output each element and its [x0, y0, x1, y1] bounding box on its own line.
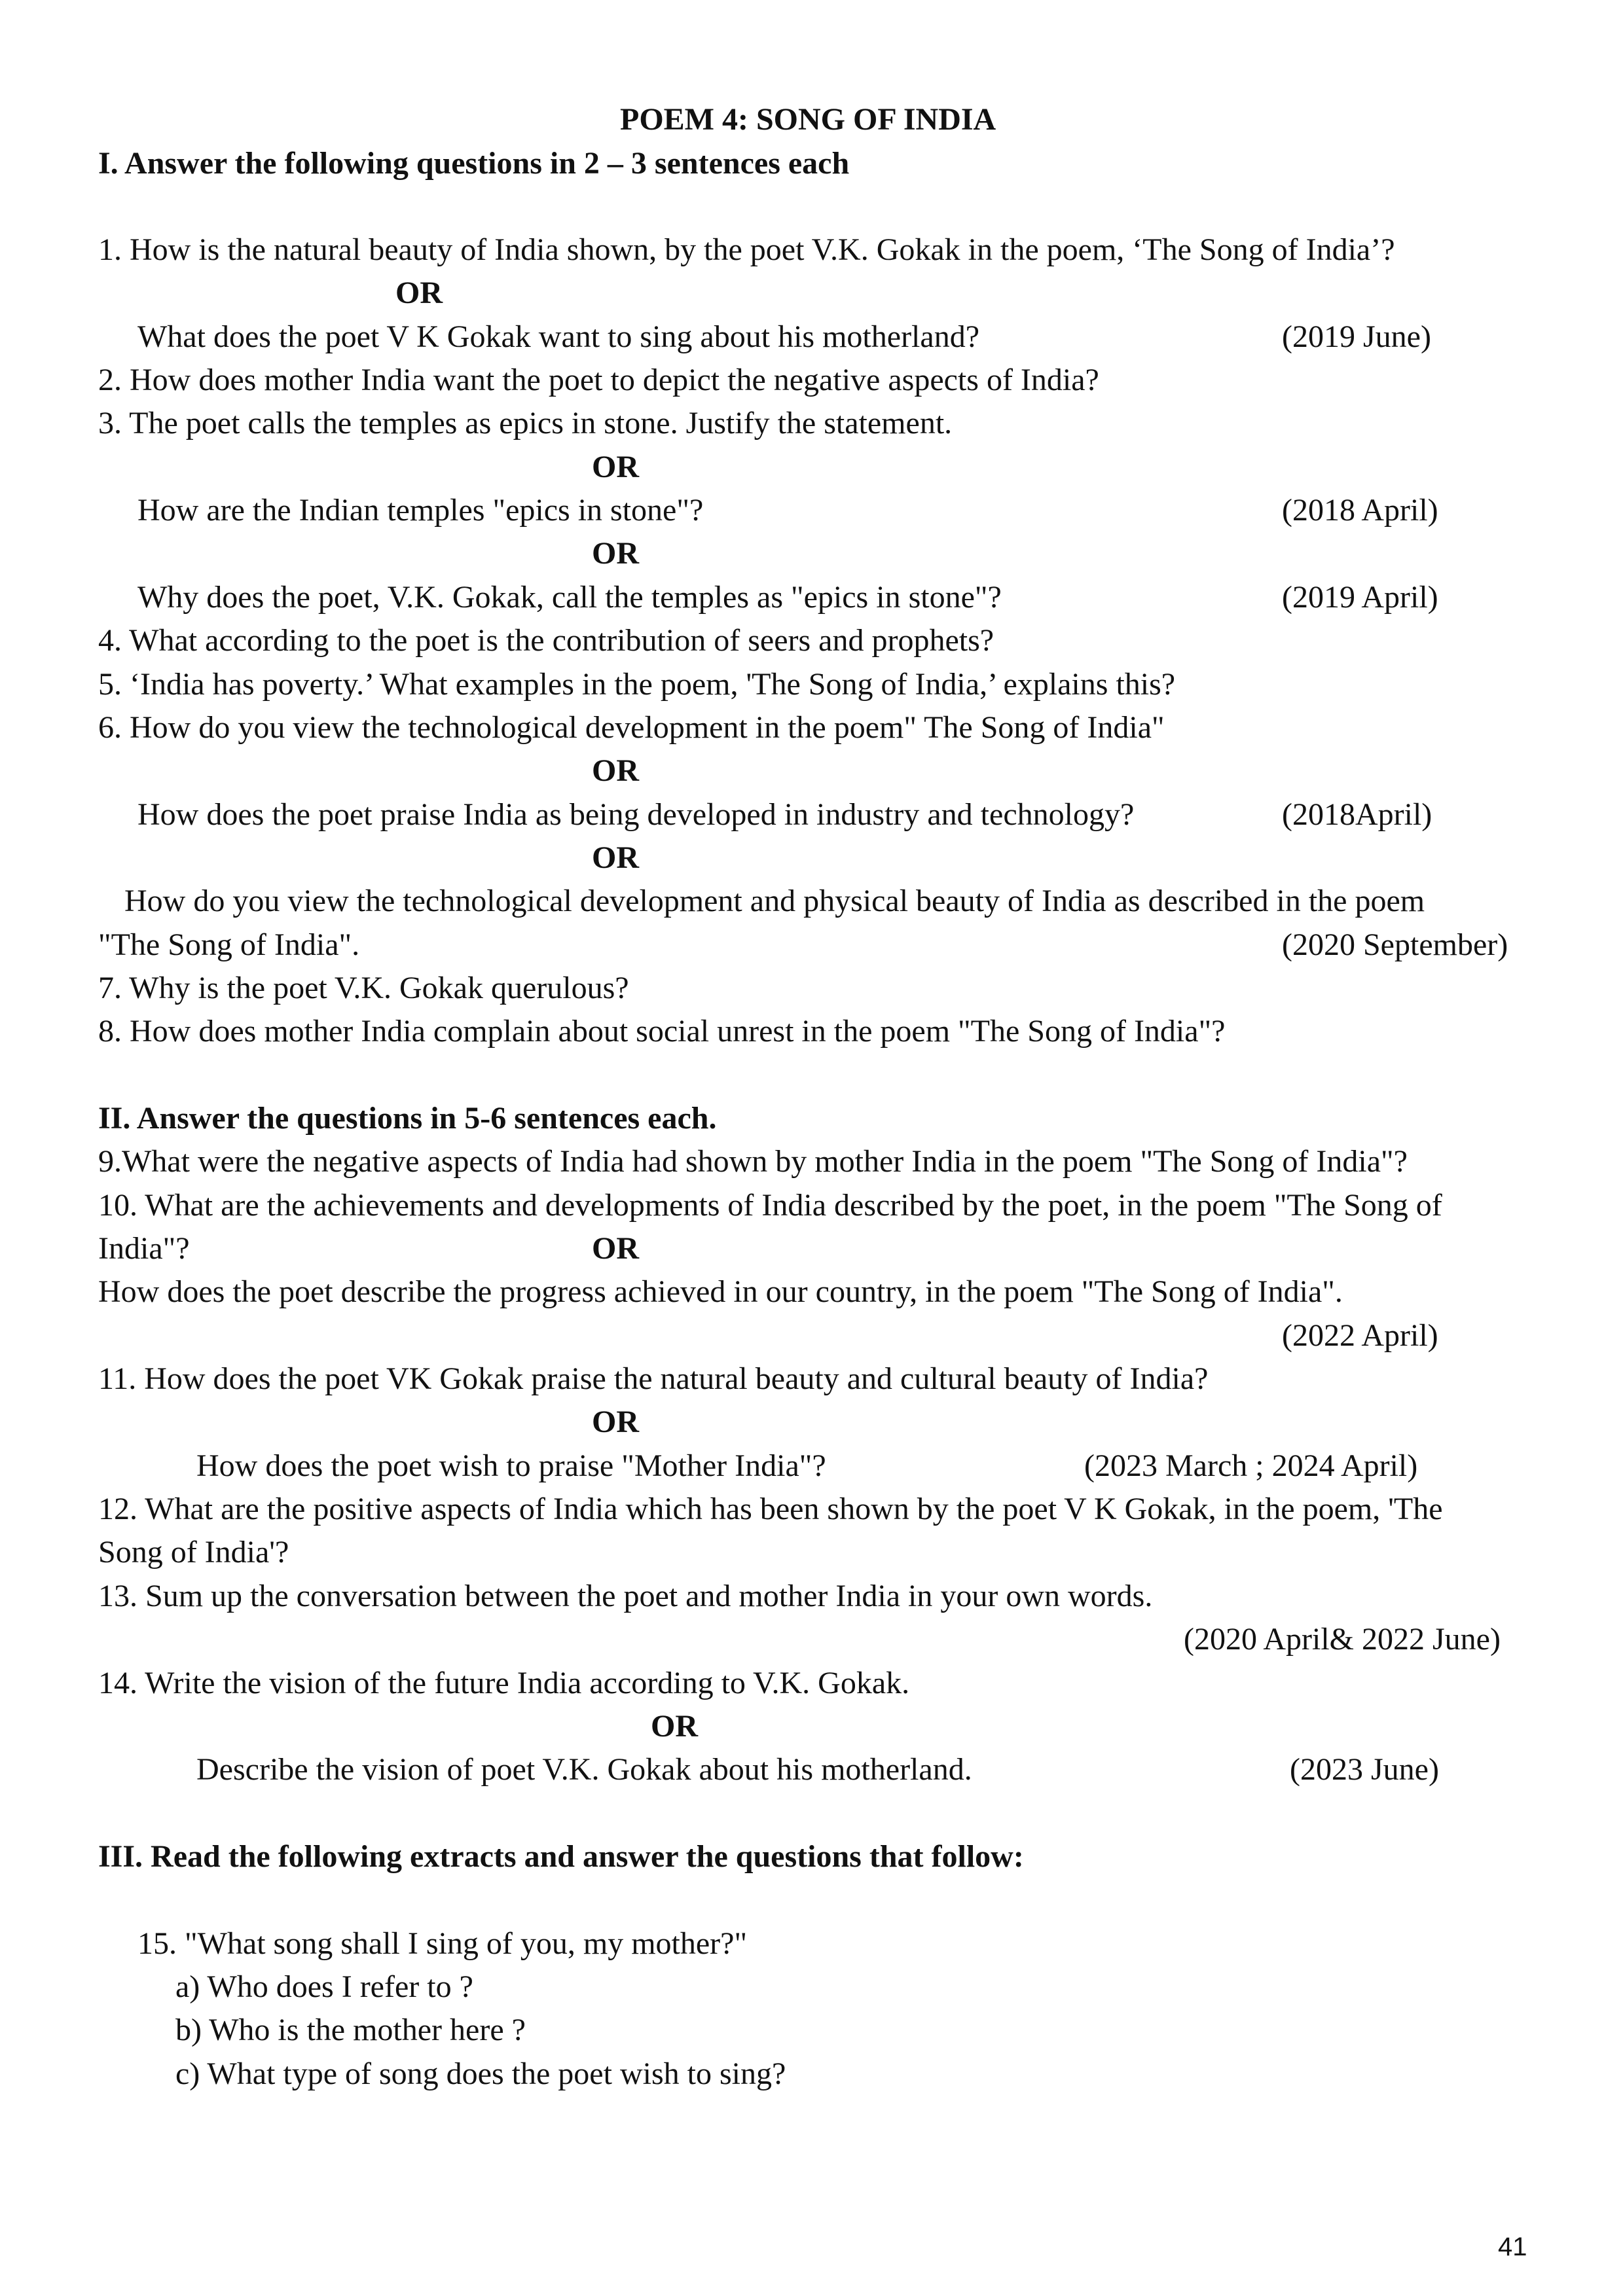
year-tag: (2020 September): [1282, 927, 1508, 962]
question-14: 14. Write the vision of the future India according to V.K. Gokak.: [98, 1666, 910, 1700]
question-15-c: c) What type of song does the poet wish to sing?: [175, 2056, 786, 2091]
question-7: 7. Why is the poet V.K. Gokak querulous?: [98, 971, 629, 1005]
question-10-alt: How does the poet describe the progress achieved in our country, in the poem "The Song of India".: [98, 1274, 1343, 1309]
year-tag: (2018April): [1282, 797, 1432, 832]
section-1-heading: I. Answer the following questions in 2 – 3 sentences each: [98, 146, 850, 181]
question-2: 2. How does mother India want the poet to depict the negative aspects of India?: [98, 363, 1099, 397]
page-title: POEM 4: SONG OF INDIA: [620, 102, 996, 137]
year-tag: (2019 April): [1282, 580, 1438, 615]
question-15-a: a) Who does I refer to ?: [175, 1969, 473, 2004]
question-12-cont: Song of India'?: [98, 1535, 289, 1570]
section-3-heading: III. Read the following extracts and answer the questions that follow:: [98, 1839, 1024, 1874]
question-3: 3. The poet calls the temples as epics in stone. Justify the statement.: [98, 406, 953, 440]
question-6-alt-2-cont: "The Song of India".: [98, 927, 360, 962]
question-11: 11. How does the poet VK Gokak praise the natural beauty and cultural beauty of India?: [98, 1361, 1209, 1396]
or-label: OR: [592, 1231, 639, 1266]
question-15-b: b) Who is the mother here ?: [175, 2013, 526, 2047]
question-11-alt: How does the poet wish to praise "Mother India"?: [196, 1448, 826, 1483]
question-6: 6. How do you view the technological development in the poem" The Song of India": [98, 710, 1165, 745]
question-10-cont: India"?: [98, 1231, 190, 1266]
or-label: OR: [592, 753, 639, 788]
question-1-alt: What does the poet V K Gokak want to sing about his motherland?: [137, 319, 979, 354]
question-1: 1. How is the natural beauty of India shown, by the poet V.K. Gokak in the poem, ‘The Song of India’?: [98, 232, 1395, 267]
question-6-alt-1: How does the poet praise India as being developed in industry and technology?: [137, 797, 1135, 832]
question-4: 4. What according to the poet is the contribution of seers and prophets?: [98, 623, 994, 658]
or-label: OR: [651, 1709, 698, 1744]
section-2-heading: II. Answer the questions in 5-6 sentences each.: [98, 1101, 717, 1136]
question-5: 5. ‘India has poverty.’ What examples in the poem, 'The Song of India,’ explains this?: [98, 667, 1176, 702]
question-13: 13. Sum up the conversation between the poet and mother India in your own words.: [98, 1579, 1153, 1613]
year-tag: (2023 June): [1290, 1752, 1439, 1787]
or-label: OR: [592, 1405, 639, 1439]
or-label: OR: [592, 450, 639, 484]
or-label: OR: [592, 536, 639, 571]
page-number: 41: [1498, 2233, 1527, 2261]
question-12: 12. What are the positive aspects of India which has been shown by the poet V K Gokak, in the poem, 'The: [98, 1492, 1443, 1526]
year-tag: (2019 June): [1282, 319, 1431, 354]
question-9: 9.What were the negative aspects of India had shown by mother India in the poem "The Song of India"?: [98, 1144, 1408, 1179]
year-tag: (2020 April& 2022 June): [1184, 1622, 1501, 1657]
or-label: OR: [592, 840, 639, 875]
question-8: 8. How does mother India complain about social unrest in the poem "The Song of India"?: [98, 1014, 1226, 1049]
question-14-alt: Describe the vision of poet V.K. Gokak about his motherland.: [196, 1752, 972, 1787]
year-tag: (2023 March ; 2024 April): [1084, 1448, 1418, 1483]
question-3-alt-2: Why does the poet, V.K. Gokak, call the temples as "epics in stone"?: [137, 580, 1002, 615]
year-tag: (2022 April): [1282, 1318, 1438, 1353]
question-10: 10. What are the achievements and developments of India described by the poet, in the poem "The Song of: [98, 1188, 1442, 1223]
question-3-alt-1: How are the Indian temples "epics in stone"?: [137, 493, 704, 528]
question-6-alt-2: How do you view the technological development and physical beauty of India as described in the poem: [124, 884, 1425, 918]
question-15: 15. "What song shall I sing of you, my mother?": [137, 1926, 748, 1961]
year-tag: (2018 April): [1282, 493, 1438, 528]
or-label: OR: [395, 276, 443, 310]
